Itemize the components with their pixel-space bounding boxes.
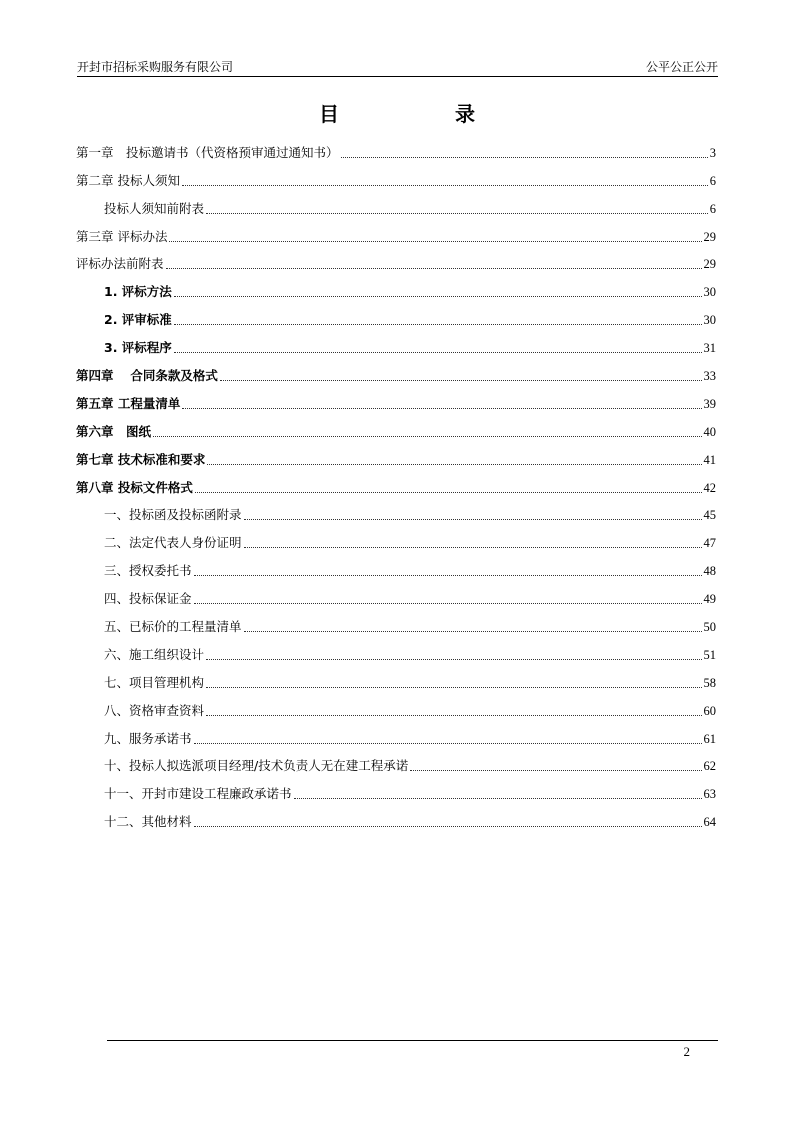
toc-entry-page: 33: [703, 369, 716, 384]
toc-dot-leader: [244, 547, 702, 548]
toc-dot-leader: [174, 296, 702, 297]
page-header: [77, 56, 718, 77]
toc-entry-label: 三、授权委托书: [104, 563, 192, 579]
toc-entry-page: 45: [703, 508, 716, 523]
toc-entry[interactable]: [76, 635, 716, 663]
toc-dot-leader: [244, 519, 702, 520]
toc-dot-leader: [194, 826, 702, 827]
toc-entry[interactable]: [76, 802, 716, 830]
toc-dot-leader: [174, 324, 702, 325]
toc-entry-label: 十、投标人拟选派项目经理/技术负责人无在建工程承诺: [104, 758, 409, 774]
toc-entry-page: 61: [703, 731, 716, 746]
toc-entry-page: 47: [703, 536, 716, 551]
toc-entry-page: 40: [703, 424, 716, 439]
toc-entry-label: 十一、开封市建设工程廉政承诺书: [104, 786, 292, 802]
toc-entry[interactable]: [76, 161, 716, 189]
toc-entry-label: 投标人须知前附表: [104, 200, 205, 216]
toc-entry[interactable]: [76, 300, 716, 328]
toc-entry[interactable]: [76, 579, 716, 607]
toc-entry-page: 62: [703, 759, 716, 774]
toc-dot-leader: [182, 408, 701, 409]
toc-entry-page: 6: [709, 201, 716, 216]
footer-divider: [107, 1040, 718, 1041]
table-of-contents: [76, 133, 716, 830]
toc-entry[interactable]: [76, 356, 716, 384]
toc-dot-leader: [410, 770, 701, 771]
toc-dot-leader: [294, 798, 702, 799]
toc-entry-label: 2. 评审标准: [104, 312, 172, 328]
toc-entry[interactable]: [76, 663, 716, 691]
toc-entry-label: 五、已标价的工程量清单: [104, 619, 242, 635]
toc-entry[interactable]: [76, 691, 716, 719]
toc-dot-leader: [206, 659, 701, 660]
toc-dot-leader: [244, 631, 702, 632]
toc-entry-label: 第八章 投标文件格式: [76, 479, 193, 495]
toc-entry-label: 一、投标函及投标函附录: [104, 507, 242, 523]
toc-entry[interactable]: [76, 384, 716, 412]
toc-entry[interactable]: [76, 328, 716, 356]
toc-dot-leader: [206, 715, 701, 716]
toc-entry[interactable]: [76, 496, 716, 524]
toc-entry[interactable]: [76, 272, 716, 300]
toc-entry-label: 第一章 投标邀请书（代资格预审通过通知书）: [76, 144, 339, 160]
toc-entry-page: 30: [703, 285, 716, 300]
toc-dot-leader: [166, 268, 702, 269]
toc-entry-label: 3. 评标程序: [104, 340, 172, 356]
toc-entry-label: 十二、其他材料: [104, 814, 192, 830]
toc-entry[interactable]: [76, 747, 716, 775]
toc-entry-page: 41: [703, 452, 716, 467]
toc-entry[interactable]: [76, 607, 716, 635]
toc-entry-page: 63: [703, 787, 716, 802]
toc-entry-page: 39: [703, 396, 716, 411]
toc-entry[interactable]: [76, 440, 716, 468]
toc-entry-label: 第二章 投标人须知: [76, 172, 180, 188]
toc-entry-page: 64: [703, 815, 716, 830]
toc-entry-page: 42: [703, 480, 716, 495]
toc-entry-page: 30: [703, 313, 716, 328]
toc-entry[interactable]: [76, 719, 716, 747]
toc-entry-label: 第三章 评标办法: [76, 228, 168, 244]
toc-entry-page: 6: [709, 173, 716, 188]
toc-dot-leader: [153, 436, 701, 437]
toc-entry-page: 29: [703, 257, 716, 272]
toc-entry[interactable]: [76, 189, 716, 217]
toc-entry-page: 49: [703, 592, 716, 607]
toc-entry-label: 七、项目管理机构: [104, 674, 205, 690]
toc-entry-label: 评标办法前附表: [76, 256, 164, 272]
toc-entry-label: 六、施工组织设计: [104, 646, 205, 662]
toc-dot-leader: [207, 464, 701, 465]
toc-dot-leader: [206, 687, 701, 688]
toc-dot-leader: [194, 743, 702, 744]
toc-entry-label: 九、服务承诺书: [104, 730, 192, 746]
toc-dot-leader: [206, 213, 708, 214]
toc-dot-leader: [220, 380, 702, 381]
toc-entry[interactable]: [76, 245, 716, 273]
toc-entry[interactable]: [76, 774, 716, 802]
toc-dot-leader: [174, 352, 702, 353]
toc-dot-leader: [169, 241, 701, 242]
toc-entry-page: 58: [703, 675, 716, 690]
header-company-name: 开封市招标采购服务有限公司: [77, 60, 234, 74]
toc-dot-leader: [341, 157, 708, 158]
toc-entry-label: 第五章 工程量清单: [76, 395, 181, 411]
toc-entry-label: 1. 评标方法: [104, 284, 172, 300]
toc-dot-leader: [194, 575, 702, 576]
toc-entry-label: 第四章 合同条款及格式: [76, 368, 218, 384]
toc-entry[interactable]: [76, 551, 716, 579]
toc-entry[interactable]: [76, 468, 716, 496]
toc-dot-leader: [194, 603, 702, 604]
toc-entry[interactable]: [76, 217, 716, 245]
toc-entry-label: 八、资格审查资料: [104, 702, 205, 718]
toc-entry-page: 31: [703, 341, 716, 356]
page-title: 目 录: [319, 102, 523, 126]
toc-dot-leader: [195, 492, 702, 493]
toc-entry-page: 60: [703, 703, 716, 718]
toc-entry-label: 第七章 技术标准和要求: [76, 451, 206, 467]
toc-entry[interactable]: [76, 523, 716, 551]
toc-entry-label: 二、法定代表人身份证明: [104, 535, 242, 551]
header-motto: 公平公正公开: [645, 60, 718, 74]
toc-entry[interactable]: [76, 412, 716, 440]
toc-entry-label: 四、投标保证金: [104, 591, 192, 607]
toc-entry-page: 3: [709, 145, 716, 160]
page-number: 2: [683, 1044, 690, 1059]
toc-entry-page: 29: [703, 229, 716, 244]
toc-entry-page: 48: [703, 564, 716, 579]
toc-entry-label: 第六章 图纸: [76, 423, 152, 439]
toc-entry[interactable]: [76, 133, 716, 161]
toc-entry-page: 50: [703, 620, 716, 635]
toc-dot-leader: [182, 185, 708, 186]
toc-entry-page: 51: [703, 647, 716, 662]
